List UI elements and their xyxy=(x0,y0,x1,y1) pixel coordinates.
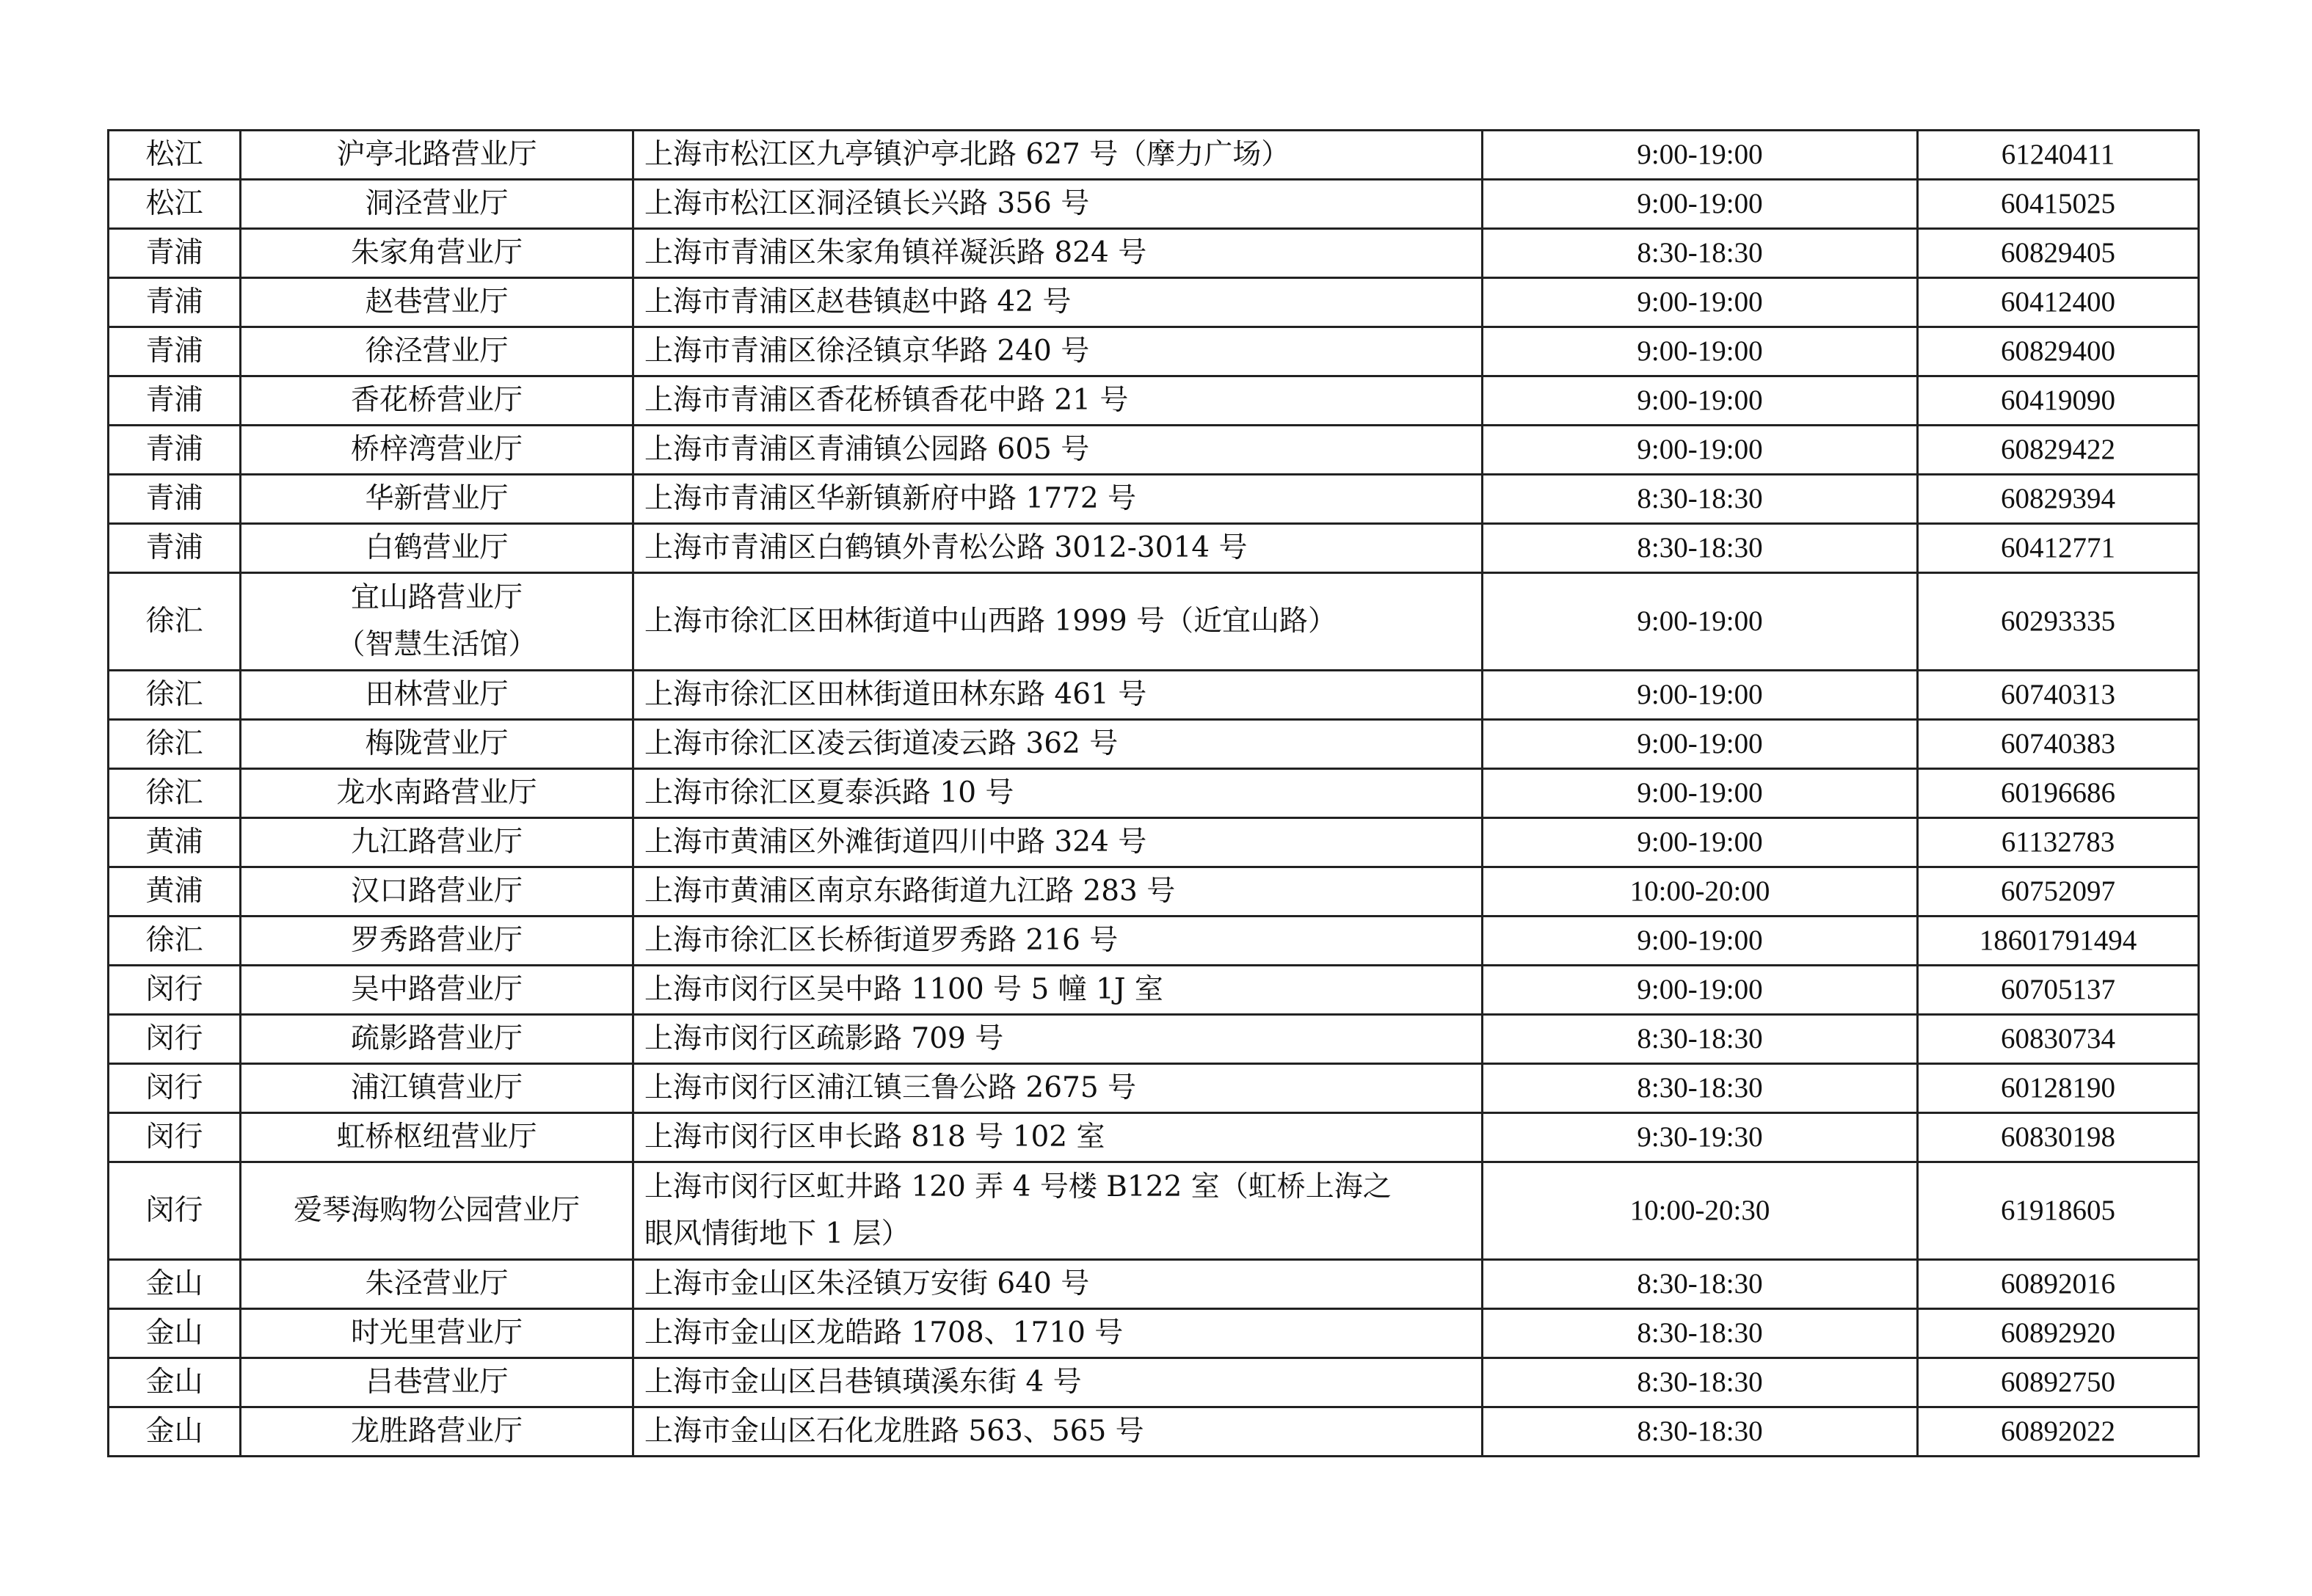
address-cell: 上海市闵行区疏影路 709 号 xyxy=(633,1015,1483,1064)
table-row xyxy=(109,131,2199,180)
phone-cell: 60829400 xyxy=(1918,327,2199,376)
address-cell: 上海市金山区石化龙胜路 563、565 号 xyxy=(633,1407,1483,1457)
hours-cell: 9:00-19:00 xyxy=(1483,180,1918,229)
district-cell: 青浦 xyxy=(109,327,241,376)
address-cell: 上海市青浦区徐泾镇京华路 240 号 xyxy=(633,327,1483,376)
district-cell: 青浦 xyxy=(109,524,241,573)
table-row xyxy=(109,1407,2199,1457)
phone-cell: 60740383 xyxy=(1918,720,2199,769)
hall-name-cell: 朱泾营业厅 xyxy=(241,1260,633,1309)
hours-cell: 10:00-20:00 xyxy=(1483,867,1918,917)
hours-cell: 9:00-19:00 xyxy=(1483,573,1918,671)
hall-name-cell: 沪亭北路营业厅 xyxy=(241,131,633,180)
hall-name-cell: 香花桥营业厅 xyxy=(241,376,633,426)
hours-cell: 8:30-18:30 xyxy=(1483,1407,1918,1457)
hours-cell: 9:00-19:00 xyxy=(1483,966,1918,1015)
address-cell: 上海市黄浦区外滩街道四川中路 324 号 xyxy=(633,818,1483,867)
address-cell: 上海市徐汇区田林街道中山西路 1999 号（近宜山路） xyxy=(633,573,1483,671)
hours-cell: 8:30-18:30 xyxy=(1483,1309,1918,1358)
table-row xyxy=(109,426,2199,475)
address-cell: 上海市徐汇区长桥街道罗秀路 216 号 xyxy=(633,917,1483,966)
table-row xyxy=(109,376,2199,426)
hours-cell: 8:30-18:30 xyxy=(1483,229,1918,278)
phone-cell: 60829394 xyxy=(1918,475,2199,524)
phone-cell: 60705137 xyxy=(1918,966,2199,1015)
hours-cell: 9:00-19:00 xyxy=(1483,769,1918,818)
hours-cell: 9:00-19:00 xyxy=(1483,278,1918,327)
district-cell: 金山 xyxy=(109,1260,241,1309)
district-cell: 闵行 xyxy=(109,966,241,1015)
phone-cell: 18601791494 xyxy=(1918,917,2199,966)
hall-name-cell: 朱家角营业厅 xyxy=(241,229,633,278)
hall-name-cell: 九江路营业厅 xyxy=(241,818,633,867)
address-cell: 上海市青浦区香花桥镇香花中路 21 号 xyxy=(633,376,1483,426)
table-row xyxy=(109,720,2199,769)
district-cell: 徐汇 xyxy=(109,917,241,966)
hours-cell: 9:00-19:00 xyxy=(1483,671,1918,720)
hall-name-cell: 赵巷营业厅 xyxy=(241,278,633,327)
hours-cell: 9:00-19:00 xyxy=(1483,720,1918,769)
hall-name-cell: 吴中路营业厅 xyxy=(241,966,633,1015)
table-row xyxy=(109,671,2199,720)
table-row xyxy=(109,1113,2199,1162)
address-cell: 上海市青浦区青浦镇公园路 605 号 xyxy=(633,426,1483,475)
hall-name-cell: 徐泾营业厅 xyxy=(241,327,633,376)
table-row xyxy=(109,1064,2199,1113)
hall-name-cell: 吕巷营业厅 xyxy=(241,1358,633,1407)
phone-cell: 60293335 xyxy=(1918,573,2199,671)
hall-name-cell: 龙胜路营业厅 xyxy=(241,1407,633,1457)
phone-cell: 60740313 xyxy=(1918,671,2199,720)
table-row xyxy=(109,229,2199,278)
hours-cell: 9:00-19:00 xyxy=(1483,131,1918,180)
address-cell: 上海市闵行区吴中路 1100 号 5 幢 1J 室 xyxy=(633,966,1483,1015)
address-cell: 上海市闵行区浦江镇三鲁公路 2675 号 xyxy=(633,1064,1483,1113)
district-cell: 松江 xyxy=(109,131,241,180)
table-row xyxy=(109,917,2199,966)
hours-cell: 8:30-18:30 xyxy=(1483,1015,1918,1064)
hours-cell: 8:30-18:30 xyxy=(1483,524,1918,573)
district-cell: 青浦 xyxy=(109,229,241,278)
phone-cell: 60892920 xyxy=(1918,1309,2199,1358)
hall-name-cell: 爱琴海购物公园营业厅 xyxy=(241,1162,633,1260)
phone-cell: 60829422 xyxy=(1918,426,2199,475)
phone-cell: 60196686 xyxy=(1918,769,2199,818)
hours-cell: 9:00-19:00 xyxy=(1483,917,1918,966)
table-row xyxy=(109,524,2199,573)
address-line: 眼风情街地下 1 层） xyxy=(644,1217,910,1250)
table-row xyxy=(109,1015,2199,1064)
table-row xyxy=(109,180,2199,229)
phone-cell: 61240411 xyxy=(1918,131,2199,180)
phone-cell: 60830734 xyxy=(1918,1015,2199,1064)
hall-name-cell xyxy=(241,573,633,671)
table-row xyxy=(109,966,2199,1015)
phone-cell: 60892750 xyxy=(1918,1358,2199,1407)
address-cell: 上海市金山区朱泾镇万安街 640 号 xyxy=(633,1260,1483,1309)
district-cell: 青浦 xyxy=(109,426,241,475)
address-cell: 上海市青浦区赵巷镇赵中路 42 号 xyxy=(633,278,1483,327)
address-cell: 上海市青浦区白鹤镇外青松公路 3012-3014 号 xyxy=(633,524,1483,573)
district-cell: 松江 xyxy=(109,180,241,229)
address-cell: 上海市青浦区朱家角镇祥凝浜路 824 号 xyxy=(633,229,1483,278)
district-cell: 徐汇 xyxy=(109,671,241,720)
hall-name-cell: 洞泾营业厅 xyxy=(241,180,633,229)
district-cell: 徐汇 xyxy=(109,720,241,769)
hall-name-cell: 汉口路营业厅 xyxy=(241,867,633,917)
address-cell: 上海市金山区吕巷镇璜溪东街 4 号 xyxy=(633,1358,1483,1407)
hall-name-cell: 虹桥枢纽营业厅 xyxy=(241,1113,633,1162)
hours-cell: 9:00-19:00 xyxy=(1483,818,1918,867)
hall-name-line: （智慧生活馆） xyxy=(336,628,537,661)
table-row xyxy=(109,1309,2199,1358)
address-cell: 上海市闵行区申长路 818 号 102 室 xyxy=(633,1113,1483,1162)
table-row xyxy=(109,278,2199,327)
hours-cell: 8:30-18:30 xyxy=(1483,1260,1918,1309)
hall-name-cell: 田林营业厅 xyxy=(241,671,633,720)
address-cell: 上海市松江区洞泾镇长兴路 356 号 xyxy=(633,180,1483,229)
hours-cell: 8:30-18:30 xyxy=(1483,475,1918,524)
table-row xyxy=(109,573,2199,671)
hall-name-cell: 龙水南路营业厅 xyxy=(241,769,633,818)
district-cell: 金山 xyxy=(109,1309,241,1358)
table-row xyxy=(109,867,2199,917)
district-cell: 闵行 xyxy=(109,1015,241,1064)
hall-name-cell: 浦江镇营业厅 xyxy=(241,1064,633,1113)
hours-cell: 8:30-18:30 xyxy=(1483,1064,1918,1113)
address-cell: 上海市徐汇区夏泰浜路 10 号 xyxy=(633,769,1483,818)
phone-cell: 60415025 xyxy=(1918,180,2199,229)
hall-name-cell: 时光里营业厅 xyxy=(241,1309,633,1358)
address-cell: 上海市黄浦区南京东路街道九江路 283 号 xyxy=(633,867,1483,917)
district-cell: 黄浦 xyxy=(109,867,241,917)
service-hall-table xyxy=(107,129,2200,1457)
hours-cell: 9:00-19:00 xyxy=(1483,376,1918,426)
phone-cell: 60829405 xyxy=(1918,229,2199,278)
phone-cell: 61132783 xyxy=(1918,818,2199,867)
district-cell: 黄浦 xyxy=(109,818,241,867)
table-row xyxy=(109,1358,2199,1407)
hours-cell: 9:30-19:30 xyxy=(1483,1113,1918,1162)
phone-cell: 60752097 xyxy=(1918,867,2199,917)
hall-name-cell: 华新营业厅 xyxy=(241,475,633,524)
district-cell: 徐汇 xyxy=(109,769,241,818)
table-row xyxy=(109,327,2199,376)
hall-name-cell: 白鹤营业厅 xyxy=(241,524,633,573)
hall-name-cell: 梅陇营业厅 xyxy=(241,720,633,769)
district-cell: 青浦 xyxy=(109,475,241,524)
hall-name-cell: 罗秀路营业厅 xyxy=(241,917,633,966)
district-cell: 徐汇 xyxy=(109,573,241,671)
address-cell xyxy=(633,1162,1483,1260)
phone-cell: 60412400 xyxy=(1918,278,2199,327)
district-cell: 青浦 xyxy=(109,376,241,426)
table-row xyxy=(109,1162,2199,1260)
table-row xyxy=(109,818,2199,867)
address-cell: 上海市徐汇区田林街道田林东路 461 号 xyxy=(633,671,1483,720)
hall-name-cell: 疏影路营业厅 xyxy=(241,1015,633,1064)
phone-cell: 60419090 xyxy=(1918,376,2199,426)
district-cell: 青浦 xyxy=(109,278,241,327)
phone-cell: 60830198 xyxy=(1918,1113,2199,1162)
address-line: 上海市闵行区虹井路 120 弄 4 号楼 B122 室（虹桥上海之 xyxy=(644,1170,1392,1203)
phone-cell: 60892016 xyxy=(1918,1260,2199,1309)
phone-cell: 60892022 xyxy=(1918,1407,2199,1457)
district-cell: 闵行 xyxy=(109,1162,241,1260)
table-row xyxy=(109,1260,2199,1309)
hours-cell: 10:00-20:30 xyxy=(1483,1162,1918,1260)
address-cell: 上海市徐汇区凌云街道凌云路 362 号 xyxy=(633,720,1483,769)
phone-cell: 61918605 xyxy=(1918,1162,2199,1260)
table-row xyxy=(109,475,2199,524)
district-cell: 闵行 xyxy=(109,1064,241,1113)
district-cell: 闵行 xyxy=(109,1113,241,1162)
table-row xyxy=(109,769,2199,818)
address-cell: 上海市金山区龙皓路 1708、1710 号 xyxy=(633,1309,1483,1358)
hall-name-line: 宜山路营业厅 xyxy=(350,581,523,614)
hours-cell: 9:00-19:00 xyxy=(1483,327,1918,376)
hall-name-cell: 桥梓湾营业厅 xyxy=(241,426,633,475)
address-cell: 上海市青浦区华新镇新府中路 1772 号 xyxy=(633,475,1483,524)
district-cell: 金山 xyxy=(109,1358,241,1407)
hours-cell: 9:00-19:00 xyxy=(1483,426,1918,475)
hours-cell: 8:30-18:30 xyxy=(1483,1358,1918,1407)
phone-cell: 60412771 xyxy=(1918,524,2199,573)
phone-cell: 60128190 xyxy=(1918,1064,2199,1113)
district-cell: 金山 xyxy=(109,1407,241,1457)
address-cell: 上海市松江区九亭镇沪亭北路 627 号（摩力广场） xyxy=(633,131,1483,180)
